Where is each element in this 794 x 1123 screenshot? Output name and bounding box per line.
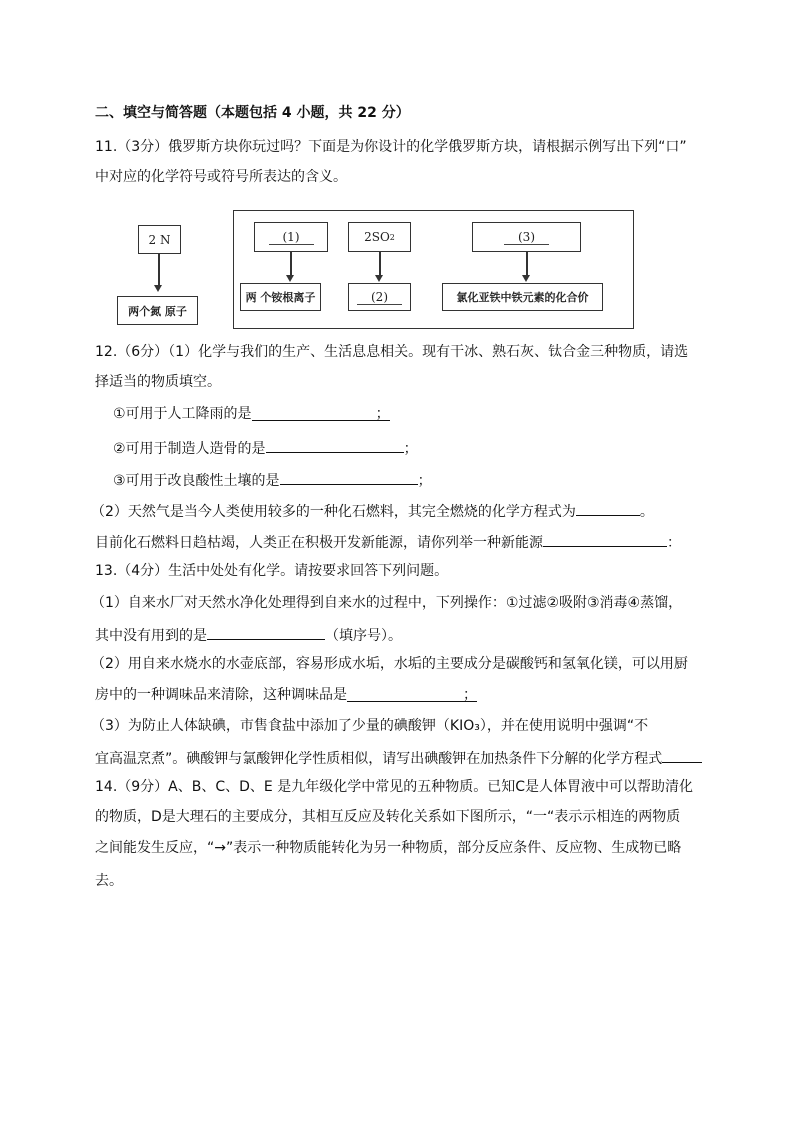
q14-line4: 去。	[95, 873, 123, 889]
q13-p2a: （2）用自来水烧水的水壶底部，容易形成水垢，水垢的主要成分是碳酸钙和氢氧化镁，可以用厨	[91, 656, 688, 672]
arrow-icon	[526, 252, 528, 276]
q13-p1a: （1）自来水厂对天然水净化处理得到自来水的过程中，下列操作：①过滤②吸附③消毒④蒸馏，	[91, 595, 683, 611]
blank-2-box: (2)	[348, 283, 411, 311]
q13-p2b: 房中的一种调味品来清除，这种调味品是 ；	[95, 687, 477, 703]
blank-1-box: (1)	[254, 222, 328, 252]
q12-item3: ③可用于改良酸性土壤的是 ；	[113, 469, 432, 490]
q12-item2: ②可用于制造人造骨的是 ；	[113, 437, 418, 458]
answer-blank[interactable]	[543, 531, 667, 547]
q13-p3b: 宜高温烹煮”。碘酸钾与氯酸钾化学性质相似，请写出碘酸钾在加热条件下分解的化学方程式	[95, 747, 702, 768]
q14-line2: 的物质，D是大理石的主要成分，其相互反应及转化关系如下图所示，“一“表示示相连的两物质	[95, 809, 681, 825]
iron-valence-box: 氯化亚铁中铁元素的化合价	[442, 283, 603, 311]
q14-line1: 14.（9分）A、B、C、D、E 是九年级化学中常见的五种物质。已知C是人体胃液中可以帮助清化	[95, 779, 693, 795]
q13-p3a: （3）为防止人体缺碘，市售食盐中添加了少量的碘酸钾（KIO₃），并在使用说明中强调“不	[91, 718, 649, 734]
answer-blank[interactable]	[266, 437, 404, 453]
q12-line1: 12.（6分）（1）化学与我们的生产、生活息息相关。现有干冰、熟石灰、钛合金三种物质，请选	[95, 344, 689, 360]
q14-line3: 之间能发生反应，“→”表示一种物质能转化为另一种物质，部分反应条件、反应物、生成物已略	[95, 840, 682, 856]
q13-line1: 13.（4分）生活中处处有化学。请按要求回答下列问题。	[95, 563, 449, 579]
q13-p1b: 其中没有用到的是 （填序号）。	[95, 624, 402, 645]
answer-blank[interactable]: ；	[347, 686, 477, 702]
so2-box: 2SO 2	[348, 222, 411, 252]
answer-blank[interactable]: ；	[252, 405, 390, 421]
arrow-icon	[158, 254, 160, 286]
q12-part3: 目前化石燃料日趋枯竭，人类正在积极开发新能源，请你列举一种新能源 ：	[95, 531, 681, 552]
q12-line2: 择适当的物质填空。	[95, 374, 221, 390]
example-top-box: 2 N	[138, 225, 181, 254]
q12-item1: ①可用于人工降雨的是 ；	[113, 406, 390, 422]
q11-line2: 中对应的化学符号或符号所表达的含义。	[95, 169, 347, 185]
answer-blank[interactable]	[662, 747, 702, 763]
q12-part2: （2）天然气是当今人类使用较多的一种化石燃料，其完全燃烧的化学方程式为 。	[91, 500, 654, 521]
example-bottom-box: 两个氮 原子	[117, 296, 198, 325]
arrow-icon	[379, 252, 381, 276]
ammonium-box: 两 个铵根离子	[240, 283, 321, 311]
section-heading: 二、填空与简答题（本题包括 4 小题，共 22 分）	[95, 105, 410, 121]
answer-blank[interactable]	[280, 469, 418, 485]
blank-3-box: (3)	[472, 222, 581, 252]
answer-blank[interactable]	[207, 624, 325, 640]
answer-blank[interactable]	[576, 500, 640, 516]
q11-line1: 11.（3分）俄罗斯方块你玩过吗？下面是为你设计的化学俄罗斯方块，请根据示例写出下列“口”	[95, 139, 687, 155]
arrow-icon	[290, 252, 292, 276]
